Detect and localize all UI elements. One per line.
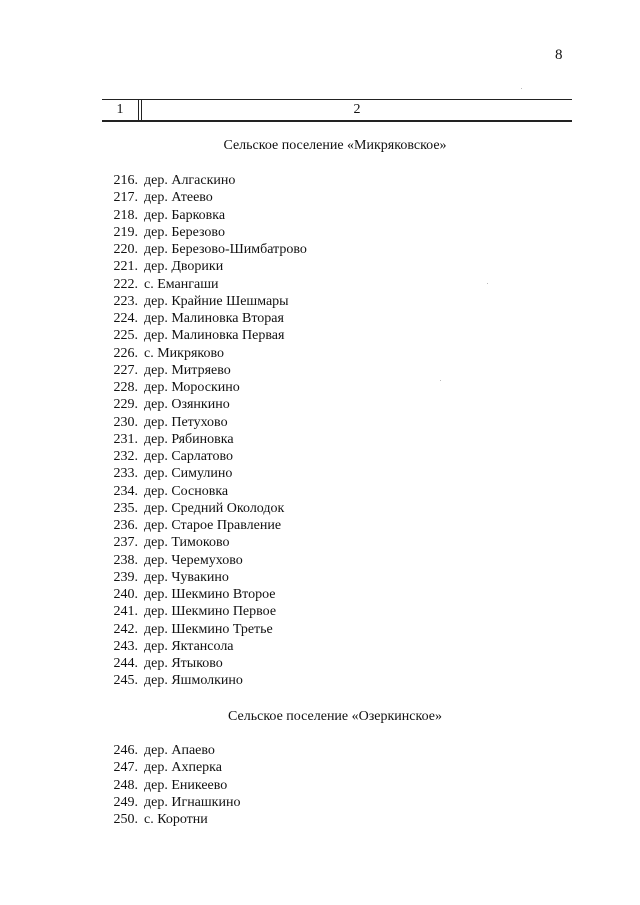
column-divider: [138, 100, 139, 120]
item-name: дер. Крайние Шешмары: [144, 293, 289, 309]
item-name: дер. Чувакино: [144, 569, 229, 585]
item-name: дер. Петухово: [144, 414, 228, 430]
list-item: [100, 586, 540, 603]
item-name: дер. Симулино: [144, 466, 233, 482]
list-item: [100, 655, 540, 672]
item-name: дер. Малиновка Первая: [144, 328, 285, 344]
section-title-mikryakovskoe: Сельское поселение «Микряковское»: [223, 138, 447, 153]
list-item: [100, 293, 540, 310]
item-number: 245.: [113, 673, 138, 689]
item-name: дер. Рябиновка: [144, 431, 234, 447]
item-number: 249.: [113, 794, 138, 810]
item-number: 250.: [113, 812, 138, 827]
item-name: дер. Черемухово: [144, 552, 243, 568]
item-number: 234.: [113, 483, 138, 499]
item-name: дер. Алгаскино: [144, 173, 236, 188]
item-name: дер. Игнашкино: [144, 794, 241, 810]
list-item: [100, 345, 540, 362]
list-item: [100, 794, 540, 811]
item-name: дер. Шекмино Третье: [144, 621, 273, 637]
column-header-table: [102, 99, 572, 122]
item-name: с. Емангаши: [144, 276, 219, 292]
item-name: дер. Сосновка: [144, 483, 229, 499]
list-item: [100, 310, 540, 327]
section-title-ozerkinskoe: Сельское поселение «Озеркинское»: [228, 709, 442, 724]
item-name: дер. Яшмолкино: [144, 673, 243, 689]
list-item: [100, 517, 540, 534]
list-item: [100, 672, 540, 689]
item-number: 233.: [113, 466, 138, 482]
item-number: 229.: [113, 397, 138, 413]
item-number: 247.: [113, 760, 138, 776]
item-number: 217.: [113, 190, 138, 206]
item-name: дер. Атеево: [144, 190, 213, 206]
item-number: 218.: [113, 207, 138, 223]
item-number: 228.: [113, 380, 138, 395]
settlement-list-ozerkinskoe: [100, 742, 540, 828]
item-name: дер. Ятыково: [144, 656, 223, 671]
item-name: дер. Шекмино Первое: [144, 604, 277, 620]
item-name: дер. Березово: [144, 224, 225, 240]
item-number: 237.: [113, 535, 138, 551]
item-name: с. Микряково: [144, 345, 225, 361]
item-number: 216.: [113, 173, 138, 188]
page-number: 8: [555, 47, 563, 63]
list-item: [100, 569, 540, 586]
list-item: [100, 276, 540, 293]
list-item: [100, 742, 540, 759]
list-item: [100, 258, 540, 275]
scan-speck: [440, 380, 441, 381]
item-number: 243.: [113, 638, 138, 654]
item-number: 226.: [113, 345, 138, 361]
item-number: 235.: [113, 500, 138, 516]
list-item: [100, 483, 540, 500]
item-number: 232.: [113, 449, 138, 464]
list-item: [100, 534, 540, 551]
column-header-1: 1: [116, 102, 124, 117]
list-item: [100, 448, 540, 465]
item-name: дер. Апаево: [144, 743, 215, 758]
scan-speck: [487, 283, 488, 284]
list-item: [100, 379, 540, 396]
item-name: дер. Березово-Шимбатрово: [144, 242, 307, 257]
list-item: [100, 500, 540, 517]
item-name: дер. Тимоково: [144, 535, 230, 551]
list-item: [100, 172, 540, 189]
list-item: [100, 759, 540, 776]
item-number: 241.: [113, 604, 138, 620]
list-item: [100, 552, 540, 569]
item-number: 242.: [113, 621, 138, 637]
item-name: дер. Мороскино: [144, 380, 240, 395]
item-number: 230.: [113, 414, 138, 430]
item-name: дер. Ахперка: [144, 760, 222, 776]
item-number: 239.: [113, 569, 138, 585]
column-header-2: 2: [353, 102, 361, 117]
item-name: дер. Митряево: [144, 362, 231, 378]
item-name: дер. Еникеево: [144, 777, 228, 793]
scan-speck: [521, 88, 522, 89]
item-name: дер. Старое Правление: [144, 518, 282, 533]
item-number: 219.: [113, 224, 138, 240]
list-item: [100, 362, 540, 379]
item-name: дер. Малиновка Вторая: [144, 311, 284, 326]
item-number: 220.: [113, 242, 138, 257]
list-item: [100, 465, 540, 482]
list-item: [100, 327, 540, 344]
item-number: 222.: [113, 276, 138, 292]
item-number: 221.: [113, 259, 138, 275]
item-name: дер. Барковка: [144, 207, 226, 223]
list-item: [100, 638, 540, 655]
item-number: 240.: [113, 587, 138, 602]
item-name: дер. Шекмино Второе: [144, 587, 276, 602]
item-name: дер. Яктансола: [144, 638, 234, 654]
list-item: [100, 207, 540, 224]
item-number: 236.: [113, 518, 138, 533]
list-item: [100, 241, 540, 258]
item-number: 248.: [113, 777, 138, 793]
item-name: с. Коротни: [144, 812, 208, 827]
list-item: [100, 603, 540, 620]
list-item: [100, 189, 540, 206]
list-item: [100, 396, 540, 413]
item-number: 227.: [113, 362, 138, 378]
item-name: дер. Сарлатово: [144, 449, 233, 464]
item-number: 223.: [113, 293, 138, 309]
list-item: [100, 811, 540, 828]
item-number: 244.: [113, 656, 138, 671]
list-item: [100, 414, 540, 431]
item-name: дер. Дворики: [144, 259, 224, 275]
settlement-list-mikryakovskoe: [100, 172, 540, 690]
item-number: 238.: [113, 552, 138, 568]
item-number: 231.: [113, 431, 138, 447]
list-item: [100, 431, 540, 448]
item-name: дер. Озянкино: [144, 397, 230, 413]
item-name: дер. Средний Околодок: [144, 500, 285, 516]
list-item: [100, 621, 540, 638]
item-number: 224.: [113, 311, 138, 326]
item-number: 246.: [113, 743, 138, 758]
list-item: [100, 777, 540, 794]
list-item: [100, 224, 540, 241]
item-number: 225.: [113, 328, 138, 344]
